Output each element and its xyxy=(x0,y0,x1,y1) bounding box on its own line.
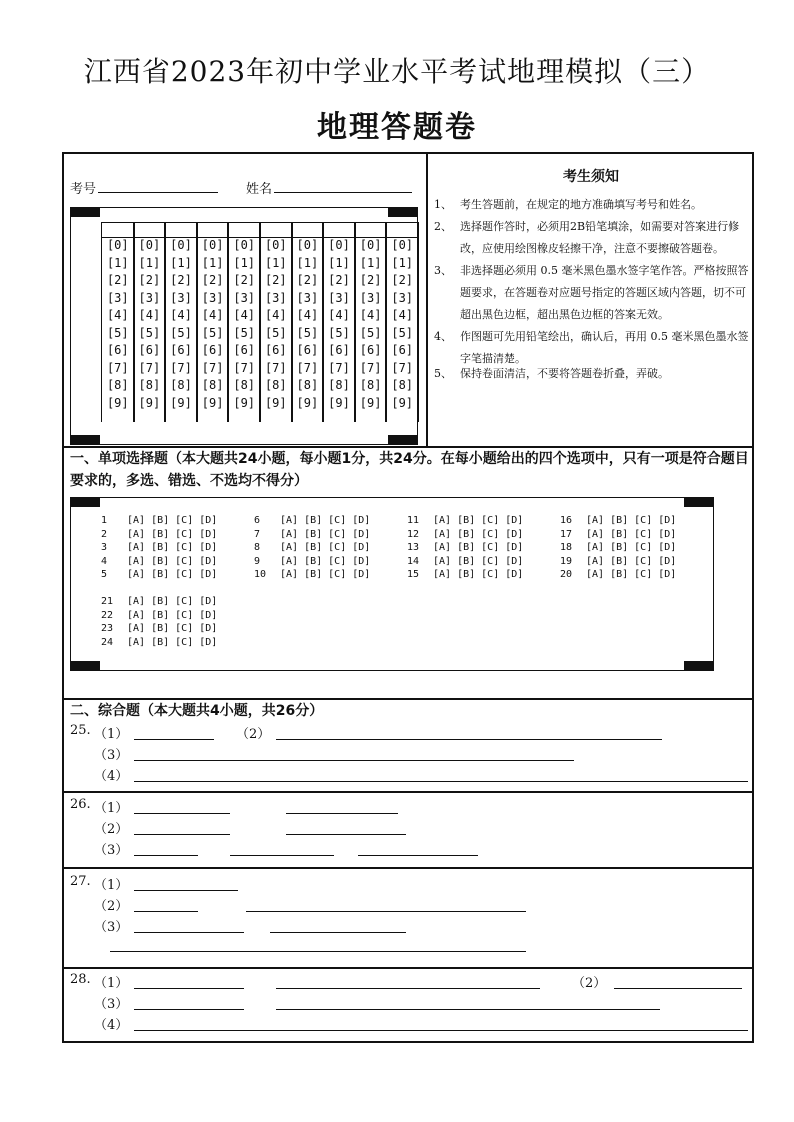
id-digit-bubble[interactable]: [0] xyxy=(201,238,224,252)
divider-q27 xyxy=(64,867,752,869)
id-digit-bubble[interactable]: [9] xyxy=(233,395,256,410)
id-digit-bubble[interactable]: [5] xyxy=(328,325,350,340)
id-digit-bubble[interactable]: [3] xyxy=(328,290,350,305)
id-digit-bubble[interactable]: [3] xyxy=(296,290,319,305)
q28-part1-line-a[interactable] xyxy=(134,988,244,989)
divider-q28 xyxy=(64,967,752,969)
q28-part4-line[interactable] xyxy=(134,1030,748,1031)
mc-answer-box xyxy=(70,497,714,671)
id-digit-bubble[interactable]: [4] xyxy=(170,308,192,322)
mc-question-number: 19 xyxy=(560,555,573,567)
id-digit-bubble[interactable]: [8] xyxy=(391,378,414,392)
id-digit-bubble[interactable]: [5] xyxy=(138,325,161,340)
id-digit-bubble[interactable]: [2] xyxy=(264,273,287,287)
id-digit-bubble[interactable]: [9] xyxy=(391,395,414,410)
q25-part3-line[interactable] xyxy=(134,760,574,761)
mc-question-row xyxy=(254,562,370,582)
q26-part1-label: （1） xyxy=(94,801,129,816)
id-digit-bubble[interactable]: [7] xyxy=(359,360,382,375)
mc-question-number: 8 xyxy=(254,542,261,553)
id-digit-bubble[interactable]: [6] xyxy=(233,343,256,357)
q26-part2-line-a[interactable] xyxy=(134,834,230,835)
id-digit-bubble[interactable]: [6] xyxy=(264,343,287,357)
answer-sheet-frame xyxy=(62,152,754,1043)
id-digit-bubble[interactable]: [9] xyxy=(106,395,129,410)
q27-number: 27. xyxy=(70,874,91,889)
q28-part3-line-a[interactable] xyxy=(134,1009,244,1010)
id-digit-bubble[interactable]: [4] xyxy=(138,308,161,322)
mc-question-number: 20 xyxy=(560,569,573,580)
section2-title: 二、综合题（本大题共4小题，共26分） xyxy=(70,703,324,719)
mc-question-number: 7 xyxy=(254,528,261,540)
id-digit-bubble[interactable]: [6] xyxy=(170,343,192,357)
q28-part3-label: （3） xyxy=(94,997,129,1012)
q25-part4-label: （4） xyxy=(94,769,129,784)
notice-item xyxy=(434,216,750,260)
id-digit-bubble[interactable]: [0] xyxy=(138,238,161,252)
q25-part1-label: （1） xyxy=(94,727,129,742)
notice-item-text: 考生答题前，在规定的地方准确填写考号和姓名。 xyxy=(460,198,702,211)
mc-option-bubbles[interactable]: [A] [B] [C] [D] xyxy=(280,569,371,580)
id-digit-bubble[interactable]: [9] xyxy=(170,395,192,410)
mc-question-number: 14 xyxy=(407,555,420,567)
id-digit-bubble[interactable]: [9] xyxy=(264,395,287,410)
mc-option-bubbles[interactable]: [A] [B] [C] [D] xyxy=(127,623,218,634)
mc-option-bubbles[interactable]: [A] [B] [C] [D] xyxy=(127,542,218,553)
mc-question-number: 18 xyxy=(560,542,573,553)
q27-part3-line-b[interactable] xyxy=(270,932,406,933)
id-digit-bubble[interactable]: [9] xyxy=(296,395,319,410)
id-digit-bubble[interactable]: [6] xyxy=(106,343,129,357)
id-digit-bubble[interactable]: [8] xyxy=(328,378,350,392)
id-digit-bubble[interactable]: [1] xyxy=(201,255,224,270)
id-digit-bubble[interactable]: [3] xyxy=(359,290,382,305)
id-digit-bubble[interactable]: [7] xyxy=(106,360,129,375)
id-digit-bubble[interactable]: [0] xyxy=(233,238,256,252)
id-digit-bubble[interactable]: [1] xyxy=(328,255,350,270)
section1-title: 一、单项选择题（本大题共24小题，每小题1分，共24分。在每小题给出的四个选项中，只有一项是符合题目要求的，多选、错选、不选均不得分） xyxy=(70,451,749,489)
exam-number-field[interactable] xyxy=(98,192,218,193)
id-digit-bubble[interactable]: [4] xyxy=(296,308,319,322)
id-digit-bubble[interactable]: [7] xyxy=(201,360,224,375)
id-digit-bubble[interactable]: [7] xyxy=(328,360,350,375)
mc-option-bubbles[interactable]: [A] [B] [C] [D] xyxy=(586,569,677,580)
mc-question-number: 6 xyxy=(254,515,261,526)
id-digit-bubble[interactable]: [8] xyxy=(264,378,287,392)
id-digit-bubble[interactable]: [4] xyxy=(264,308,287,322)
q27-part3-line-c[interactable] xyxy=(110,951,526,952)
q28-part2-line[interactable] xyxy=(614,988,742,989)
mc-question-number: 11 xyxy=(407,515,420,526)
q27-part1-line[interactable] xyxy=(134,890,238,891)
q26-part1-line-a[interactable] xyxy=(134,813,230,814)
id-digit-bubble[interactable]: [7] xyxy=(233,360,256,375)
notice-item xyxy=(434,194,750,216)
id-digit-bubble[interactable]: [8] xyxy=(138,378,161,392)
mc-option-bubbles[interactable]: [A] [B] [C] [D] xyxy=(280,542,371,553)
id-digit-bubble[interactable]: [5] xyxy=(233,325,256,340)
id-digit-bubble[interactable]: [6] xyxy=(391,343,414,357)
exam-number-label: 考号 xyxy=(70,182,97,197)
mc-option-bubbles[interactable]: [A] [B] [C] [D] xyxy=(127,569,218,580)
id-digit-bubble[interactable]: [2] xyxy=(359,273,382,287)
mc-question-number: 12 xyxy=(407,528,420,540)
id-digit-bubble[interactable]: [7] xyxy=(391,360,414,375)
id-digit-bubble[interactable]: [5] xyxy=(201,325,224,340)
id-digit-bubble[interactable]: [4] xyxy=(201,308,224,322)
id-digit-bubble[interactable]: [2] xyxy=(106,273,129,287)
q25-part2-label: （2） xyxy=(236,727,271,742)
id-digit-bubble[interactable]: [4] xyxy=(233,308,256,322)
id-digit-bubble[interactable]: [8] xyxy=(233,378,256,392)
mc-question-number: 23 xyxy=(101,623,114,634)
mc-question-number: 15 xyxy=(407,569,420,580)
mc-question-number: 13 xyxy=(407,542,420,553)
mc-question-number: 22 xyxy=(101,609,114,621)
q27-part2-line-b[interactable] xyxy=(246,911,526,912)
mc-option-bubbles[interactable]: [A] [B] [C] [D] xyxy=(586,555,677,567)
mc-option-bubbles[interactable]: [A] [B] [C] [D] xyxy=(586,528,677,540)
id-digit-bubble[interactable]: [7] xyxy=(170,360,192,375)
id-digit-bubble[interactable]: [8] xyxy=(359,378,382,392)
q25-part3-label: （3） xyxy=(94,748,129,763)
id-digit-bubble[interactable]: [8] xyxy=(106,378,129,392)
id-digit-bubble[interactable]: [1] xyxy=(264,255,287,270)
mc-question-number: 5 xyxy=(101,569,108,580)
divider-q26 xyxy=(64,791,752,793)
mc-question-row xyxy=(101,630,217,650)
q25-part4-line[interactable] xyxy=(134,781,748,782)
id-digit-bubble[interactable]: [0] xyxy=(106,238,129,252)
id-digit-bubble[interactable]: [4] xyxy=(328,308,350,322)
q26-part1-line-b[interactable] xyxy=(286,813,398,814)
q26-part2-label: （2） xyxy=(94,822,129,837)
name-field[interactable] xyxy=(274,192,412,193)
id-digit-bubble[interactable]: [2] xyxy=(391,273,414,287)
id-digit-bubble[interactable]: [6] xyxy=(201,343,224,357)
mc-option-bubbles[interactable]: [A] [B] [C] [D] xyxy=(433,569,524,580)
id-digit-bubble[interactable]: [0] xyxy=(359,238,382,252)
mc-option-bubbles[interactable]: [A] [B] [C] [D] xyxy=(433,528,524,540)
mc-question-number: 24 xyxy=(101,636,114,648)
mc-option-bubbles[interactable]: [A] [B] [C] [D] xyxy=(433,515,524,526)
id-digit-bubble[interactable]: [3] xyxy=(201,290,224,305)
notice-item xyxy=(434,260,750,326)
mc-option-bubbles[interactable]: [A] [B] [C] [D] xyxy=(127,596,218,607)
q26-part3-line-a[interactable] xyxy=(134,855,198,856)
mc-question-number: 2 xyxy=(101,528,108,540)
id-column xyxy=(385,222,419,422)
id-digit-bubble[interactable]: [3] xyxy=(264,290,287,305)
id-digit-bubble[interactable]: [8] xyxy=(296,378,319,392)
id-digit-bubble[interactable]: [3] xyxy=(138,290,161,305)
id-digit-bubble[interactable]: [9] xyxy=(328,395,350,410)
mc-question-number: 3 xyxy=(101,542,108,553)
id-digit-bubble[interactable]: [6] xyxy=(296,343,319,357)
q26-part3-line-c[interactable] xyxy=(358,855,478,856)
mc-option-bubbles[interactable]: [A] [B] [C] [D] xyxy=(127,528,218,540)
id-column xyxy=(133,222,167,422)
id-digit-bubble[interactable]: [2] xyxy=(296,273,319,287)
q28-part4-label: （4） xyxy=(94,1018,129,1033)
id-digit-bubble[interactable]: [3] xyxy=(391,290,414,305)
id-digit-bubble[interactable]: [8] xyxy=(170,378,192,392)
mc-option-bubbles[interactable]: [A] [B] [C] [D] xyxy=(127,515,218,526)
id-digit-bubble[interactable]: [9] xyxy=(201,395,224,410)
id-digit-bubble[interactable]: [9] xyxy=(359,395,382,410)
mc-question-number: 17 xyxy=(560,528,573,540)
exam-number-bubble-grid xyxy=(70,207,418,445)
mc-question-row xyxy=(101,562,217,582)
mc-question-row xyxy=(560,562,676,582)
notice-item xyxy=(434,363,750,385)
mc-question-row xyxy=(407,562,523,582)
id-digit-bubble[interactable]: [4] xyxy=(106,308,129,322)
mc-option-bubbles[interactable]: [A] [B] [C] [D] xyxy=(280,528,371,540)
q26-part2-line-b[interactable] xyxy=(286,834,406,835)
id-digit-bubble[interactable]: [6] xyxy=(138,343,161,357)
id-digit-bubble[interactable]: [5] xyxy=(359,325,382,340)
q26-part3-label: （3） xyxy=(94,843,129,858)
id-column xyxy=(259,222,293,422)
q28-part1-line-b[interactable] xyxy=(276,988,540,989)
id-digit-bubble[interactable]: [7] xyxy=(264,360,287,375)
id-digit-bubble[interactable]: [5] xyxy=(296,325,319,340)
mc-question-number: 16 xyxy=(560,515,573,526)
id-digit-bubble[interactable]: [8] xyxy=(201,378,224,392)
id-digit-bubble[interactable]: [6] xyxy=(359,343,382,357)
q27-part3-label: （3） xyxy=(94,920,129,935)
mc-question-number: 9 xyxy=(254,555,261,567)
id-column xyxy=(101,222,135,422)
q27-part3-line-a[interactable] xyxy=(134,932,244,933)
id-digit-bubble[interactable]: [1] xyxy=(138,255,161,270)
notice-item-number: 3、 xyxy=(434,264,452,277)
id-digit-bubble[interactable]: [2] xyxy=(170,273,192,287)
id-digit-bubble[interactable]: [6] xyxy=(328,343,350,357)
id-digit-bubble[interactable]: [1] xyxy=(296,255,319,270)
id-digit-bubble[interactable]: [7] xyxy=(296,360,319,375)
mc-option-bubbles[interactable]: [A] [B] [C] [D] xyxy=(280,555,371,567)
mc-option-bubbles[interactable]: [A] [B] [C] [D] xyxy=(127,636,218,648)
id-digit-bubble[interactable]: [7] xyxy=(138,360,161,375)
q27-part1-label: （1） xyxy=(94,878,129,893)
id-digit-bubble[interactable]: [1] xyxy=(106,255,129,270)
id-digit-bubble[interactable]: [9] xyxy=(138,395,161,410)
id-column xyxy=(291,222,325,422)
mc-option-bubbles[interactable]: [A] [B] [C] [D] xyxy=(586,542,677,553)
id-digit-bubble[interactable]: [4] xyxy=(359,308,382,322)
mc-question-number: 10 xyxy=(254,569,267,580)
id-digit-bubble[interactable]: [4] xyxy=(391,308,414,322)
document-title: 江西省2023年初中学业水平考试地理模拟（三） xyxy=(83,55,711,88)
q26-part3-line-b[interactable] xyxy=(230,855,334,856)
id-digit-bubble[interactable]: [0] xyxy=(328,238,350,252)
id-digit-bubble[interactable]: [0] xyxy=(391,238,414,252)
mc-option-bubbles[interactable]: [A] [B] [C] [D] xyxy=(586,515,677,526)
id-column xyxy=(354,222,388,422)
id-column xyxy=(322,222,356,422)
id-digit-bubble[interactable]: [2] xyxy=(233,273,256,287)
notice-title: 考生须知 xyxy=(563,169,619,185)
mc-option-bubbles[interactable]: [A] [B] [C] [D] xyxy=(280,515,371,526)
mc-question-number: 4 xyxy=(101,555,108,567)
id-digit-bubble[interactable]: [1] xyxy=(359,255,382,270)
q25-number: 25. xyxy=(70,723,91,738)
id-digit-bubble[interactable]: [3] xyxy=(233,290,256,305)
notice-item-text: 非选择题必须用 0.5 毫米黑色墨水签字笔作答。严格按照答题要求，在答题卷对应题号指定的答题区域内答题，切不可超出黑色边框，超出黑色边框的答案无效。 xyxy=(460,264,749,321)
mc-option-bubbles[interactable]: [A] [B] [C] [D] xyxy=(127,555,218,567)
id-digit-bubble[interactable]: [1] xyxy=(170,255,192,270)
name-label: 姓名 xyxy=(246,182,273,197)
id-digit-bubble[interactable]: [5] xyxy=(264,325,287,340)
id-digit-bubble[interactable]: [1] xyxy=(233,255,256,270)
id-digit-bubble[interactable]: [2] xyxy=(138,273,161,287)
id-digit-bubble[interactable]: [5] xyxy=(391,325,414,340)
q27-part2-line-a[interactable] xyxy=(134,911,198,912)
id-column xyxy=(196,222,230,422)
mc-option-bubbles[interactable]: [A] [B] [C] [D] xyxy=(433,542,524,553)
notice-item-text: 作图题可先用铅笔绘出，确认后，再用 0.5 毫米黑色墨水签字笔描清楚。 xyxy=(460,330,749,365)
mc-option-bubbles[interactable]: [A] [B] [C] [D] xyxy=(127,609,218,621)
notice-item-text: 保持卷面清洁，不要将答题卷折叠，弄破。 xyxy=(460,367,669,380)
id-digit-bubble[interactable]: [0] xyxy=(170,238,192,252)
id-digit-bubble[interactable]: [3] xyxy=(170,290,192,305)
q28-number: 28. xyxy=(70,972,91,987)
q28-part3-line-b[interactable] xyxy=(276,1009,660,1010)
id-column xyxy=(227,222,261,422)
id-column xyxy=(164,222,198,422)
mc-question-number: 1 xyxy=(101,515,108,526)
id-digit-bubble[interactable]: [2] xyxy=(201,273,224,287)
id-digit-bubble[interactable]: [2] xyxy=(328,273,350,287)
q27-part2-label: （2） xyxy=(94,899,129,914)
q28-part1-label: （1） xyxy=(94,976,129,991)
sheet-title: 地理答题卷 xyxy=(317,110,477,145)
mc-option-bubbles[interactable]: [A] [B] [C] [D] xyxy=(433,555,524,567)
id-digit-bubble[interactable]: [3] xyxy=(106,290,129,305)
mc-question-number: 21 xyxy=(101,596,114,607)
notice-item-number: 1、 xyxy=(434,198,452,211)
id-digit-bubble[interactable]: [0] xyxy=(264,238,287,252)
id-digit-bubble[interactable]: [0] xyxy=(296,238,319,252)
q26-number: 26. xyxy=(70,797,91,812)
q25-part2-line[interactable] xyxy=(276,739,662,740)
top-divider xyxy=(426,154,428,446)
id-digit-bubble[interactable]: [1] xyxy=(391,255,414,270)
id-digit-bubble[interactable]: [5] xyxy=(106,325,129,340)
q28-part2-label: （2） xyxy=(572,976,607,991)
notice-item-number: 2、 xyxy=(434,220,452,233)
q25-part1-line[interactable] xyxy=(134,739,214,740)
id-digit-bubble[interactable]: [5] xyxy=(170,325,192,340)
notice-item-text: 选择题作答时，必须用2B铅笔填涂，如需要对答案进行修改，应使用绘图橡皮轻擦干净，注意不要擦破答题卷。 xyxy=(460,220,740,255)
notice-item-number: 4、 xyxy=(434,330,452,343)
notice-item-number: 5、 xyxy=(434,367,452,380)
